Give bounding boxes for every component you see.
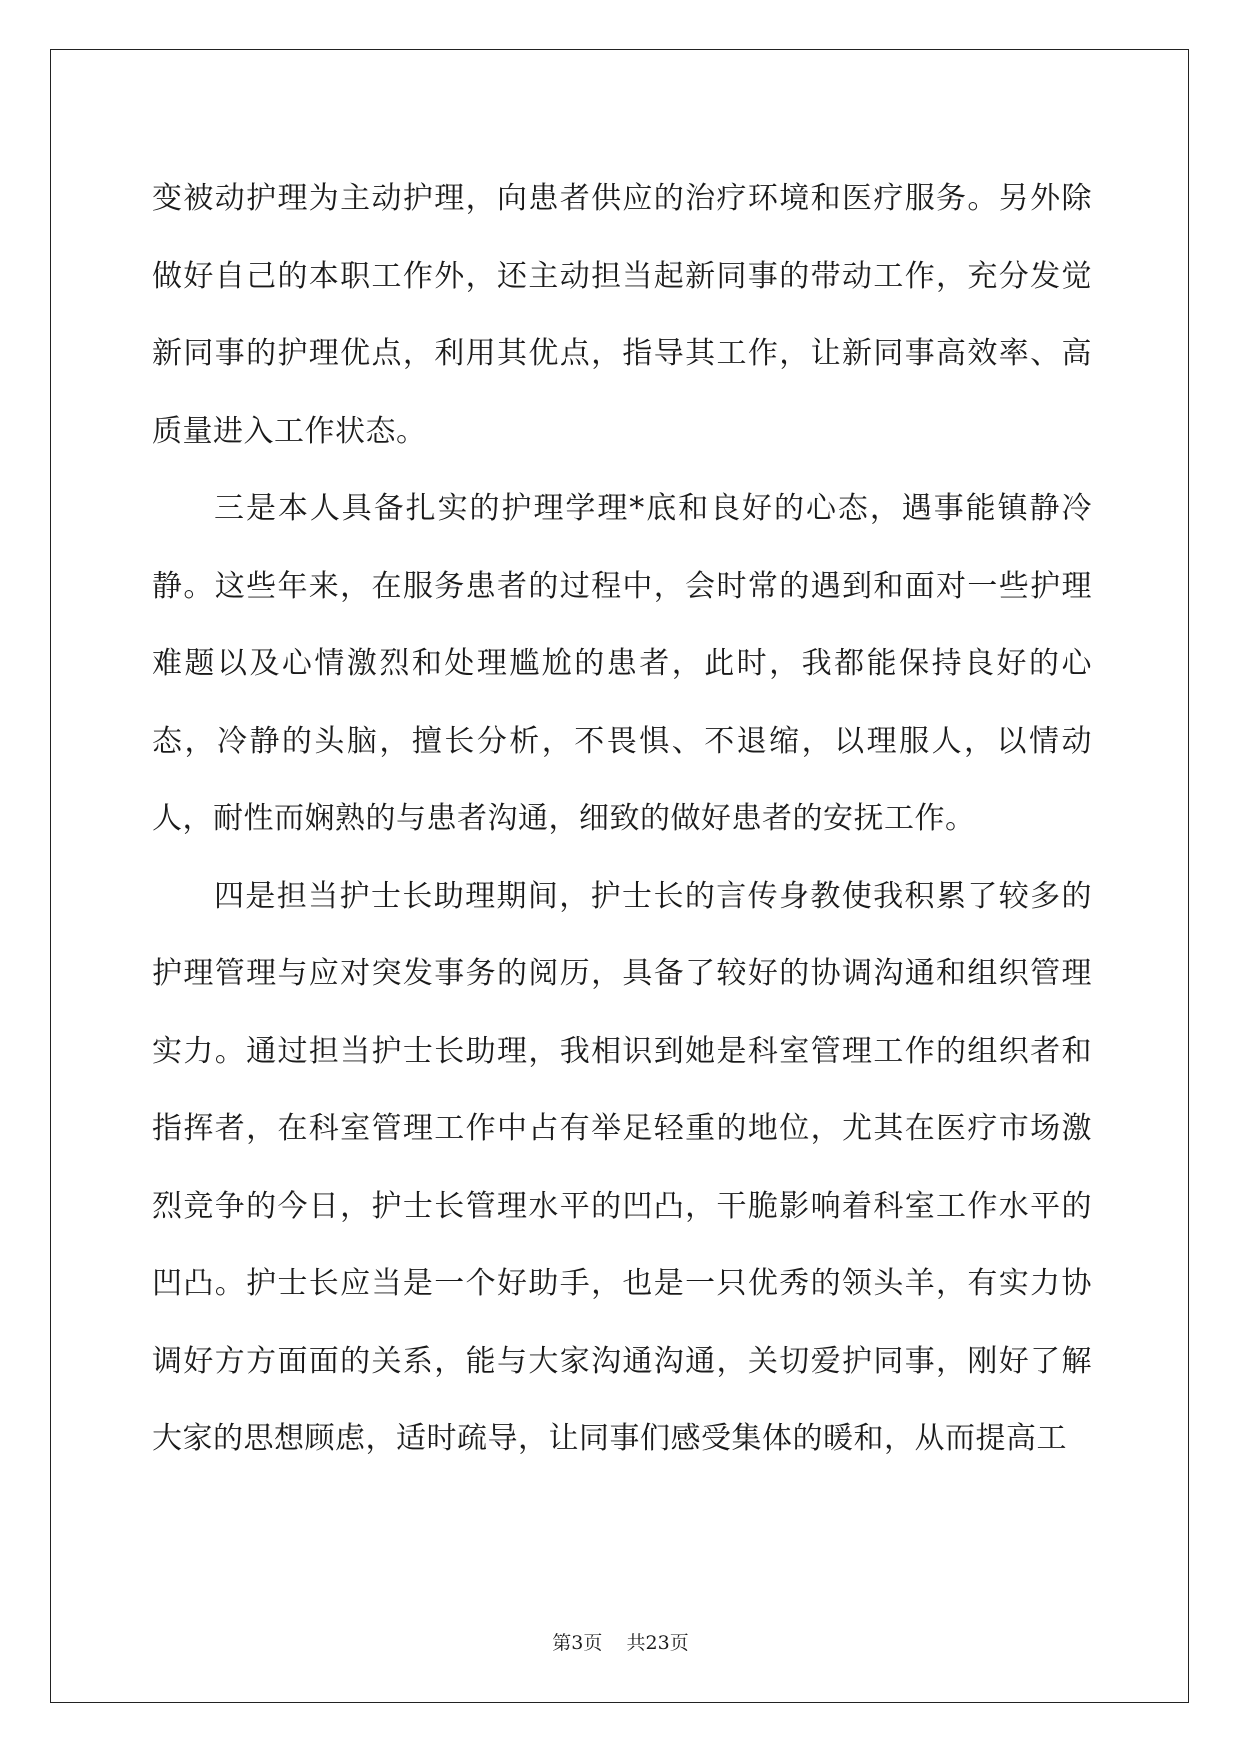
page-footer xyxy=(0,1628,1241,1655)
paragraph-2: 三是本人具备扎实的护理学理*底和良好的心态，遇事能镇静冷静。这些年来，在服务患者的过程中，会时常的遇到和面对一些护理难题以及心情激烈和处理尴尬的患者，此时，我都能保持良好的心态，冷静的头脑，擅长分析，不畏惧、不退缩，以理服人，以情动人，耐性而娴熟的与患者沟通，细致的做好患者的安抚工作。 xyxy=(152,491,1092,836)
page-total: 共23页 xyxy=(626,1632,689,1654)
paragraph-3: 四是担当护士长助理期间，护士长的言传身教使我积累了较多的护理管理与应对突发事务的阅历，具备了较好的协调沟通和组织管理实力。通过担当护士长助理，我相识到她是科室管理工作的组织者和指挥者，在科室管理工作中占有举足轻重的地位，尤其在医疗市场激烈竞争的今日，护士长管理水平的凹凸，干脆影响着科室工作水平的凹凸。护士长应当是一个好助手，也是一只优秀的领头羊，有实力协调好方方面面的关系，能与大家沟通沟通，关切爱护同事，刚好了解大家的思想顾虑，适时疏导，让同事们感受集体的暖和，从而提高工 xyxy=(152,878,1092,1456)
paragraph-1: 变被动护理为主动护理，向患者供应的治疗环境和医疗服务。另外除做好自己的本职工作外，还主动担当起新同事的带动工作，充分发觉新同事的护理优点，利用其优点，指导其工作，让新同事高效率、高质量进入工作状态。 xyxy=(152,181,1092,449)
page-number: 第3页 xyxy=(552,1632,603,1654)
document-body xyxy=(152,160,1092,1478)
